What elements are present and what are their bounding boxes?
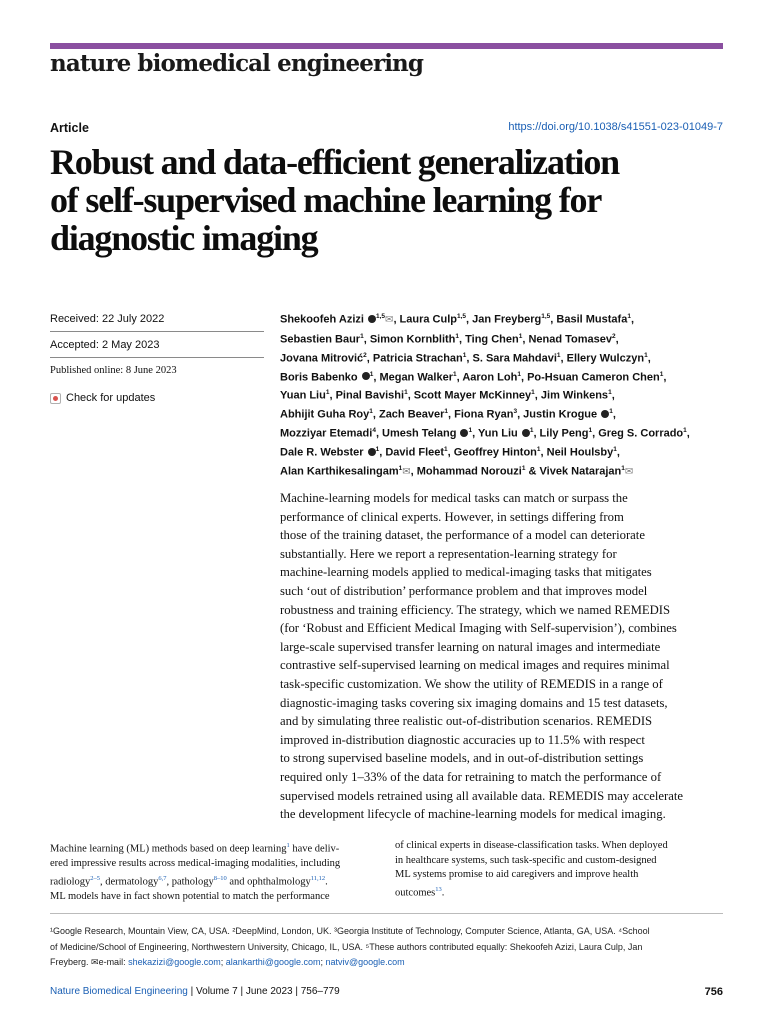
check-updates-icon (50, 393, 61, 404)
citation-link[interactable]: 1 (286, 842, 290, 849)
abstract-line: Machine-learning models for medical tasks can match or surpass the (280, 491, 628, 505)
abstract-line: robustness and training efficiency. The strategy, which we named REMEDIS (280, 602, 671, 617)
author-line: Mozziyar Etemadi$^4$, Umesh Telang $^1$, Yun Liu $^1$, Lily Peng$^1$, Greg S. Corrado$^1$, (280, 427, 690, 440)
body-column-right: of clinical experts in disease-classification tasks. When deployed in healthcare systems, such task-specific and custom-designed ML systems promise to aid caregivers and improve health outcomes$^{13}$. (395, 840, 668, 899)
email-link[interactable]: natviv@google.com (325, 957, 405, 967)
check-for-updates-button[interactable] (50, 384, 264, 410)
abstract-line: substantially. Here we report a representation-learning strategy for (280, 546, 617, 561)
published-date: Published online: 8 June 2023 (50, 365, 177, 376)
abstract (280, 489, 730, 824)
abstract-line: and by simulating three realistic out-of-distribution scenarios. REMEDIS (280, 714, 653, 729)
author-list (280, 309, 725, 481)
author-line: Dale R. Webster $^1$, David Fleet$^1$, Geoffrey Hinton$^1$, Neil Houlsby$^1$, (280, 446, 620, 459)
affiliations-footnote: ¹Google Research, Mountain View, CA, USA. ²DeepMind, London, UK. ³Georgia Institute of Technology, Computer Science, Atlanta, GA, USA. ⁴School of Medicine/School of Engineering, Northwestern University, Chicago, IL, USA. ⁵These authors contributed equally: Shekoofeh Azizi, Laura Culp, Jan Freyberg. ✉e-mail: shekazizi@google.com; alankarthi@google.com; natviv@google.com (50, 926, 650, 967)
email-link[interactable]: alankarthi@google.com (225, 957, 321, 967)
title-line: Robust and data-efficient generalization (50, 142, 619, 182)
title-line: of self-supervised machine learning for (50, 180, 602, 220)
doi-link[interactable]: https://doi.org/10.1038/s41551-023-01049-7 (508, 121, 723, 133)
title-line: diagnostic imaging (50, 218, 318, 258)
footnote-divider (50, 913, 723, 914)
page-footer: Nature Biomedical Engineering | Volume 7 | June 2023 | 756–779 (50, 986, 340, 997)
citation-link[interactable]: 11,12 (310, 874, 326, 882)
abstract-line: task-specific customization. We show the utility of REMEDIS in a range of (280, 676, 663, 691)
abstract-line: machine-learning models applied to medical-imaging tasks that mitigates (280, 565, 652, 580)
abstract-line: performance of clinical experts. However, in settings differing from (280, 509, 624, 524)
author-line: Boris Babenko $^1$, Megan Walker$^1$, Aaron Loh$^1$, Po-Hsuan Cameron Chen$^1$, (280, 370, 667, 384)
abstract-line: those of the training dataset, the performance of a model can deteriorate (280, 528, 645, 543)
page-number: 756 (704, 986, 723, 998)
accepted-date: Accepted: 2 May 2023 (50, 332, 264, 358)
author-line: Yuan Liu$^1$, Pinal Bavishi$^1$, Scott Mayer McKinney$^1$, Jim Winkens$^1$, (280, 389, 615, 403)
journal-name: nature biomedical engineering (50, 50, 424, 77)
body-column-left: Machine learning (ML) methods based on deep learning$^1$ have deliv- ered impressive results across medical-imaging modalities, including radiology$^{2-5}$, dermatology$^{6,7}$, pathology$^{8-10}$ and ophthalmology$^{11,12}$. ML models have in fact shown potential to match the performance (50, 842, 341, 903)
abstract-line: supervised models retrained using all available data. REMEDIS may accelerate (280, 788, 684, 803)
author-line: Sebastien Baur$^1$, Simon Kornblith$^1$, Ting Chen$^1$, Nenad Tomasev$^2$, (280, 332, 619, 346)
email-icon: ✉ (91, 957, 99, 967)
author-line: Alan Karthikesalingam$^1$✉, Mohammad Norouzi$^1$ & Vivek Natarajan$^1$✉ (280, 464, 634, 478)
abstract-line: improved in-distribution diagnostic accuracies up to 11.5% with respect (280, 732, 645, 747)
email-link[interactable]: shekazizi@google.com (128, 957, 221, 967)
article-dates (50, 306, 264, 410)
orcid-icon[interactable] (601, 410, 609, 418)
orcid-icon[interactable] (368, 315, 376, 323)
author-line: Shekoofeh Azizi $^{1,5}$✉, Laura Culp$^{1,5}$, Jan Freyberg$^{1,5}$, Basil Mustafa$^1$, (280, 313, 635, 326)
citation-link[interactable]: 2–5 (90, 874, 100, 882)
article-type-label: Article (50, 121, 89, 135)
author-line: Abhijit Guha Roy$^1$, Zach Beaver$^1$, Fiona Ryan$^3$, Justin Krogue $^1$, (280, 408, 616, 421)
check-updates-label: Check for updates (66, 392, 156, 404)
header-accent-bar (50, 43, 723, 49)
email-icon[interactable]: ✉ (402, 466, 411, 478)
abstract-line: diagnostic-imaging tasks covering six imaging domains and 15 test datasets, (280, 695, 668, 710)
citation-link[interactable]: 8–10 (213, 874, 227, 882)
abstract-line: large-scale supervised transfer learning on natural images and intermediate (280, 639, 661, 654)
footer-journal-link[interactable]: Nature Biomedical Engineering (50, 986, 188, 997)
author-line: Jovana Mitrović$^2$, Patricia Strachan$^1$, S. Sara Mahdavi$^1$, Ellery Wulczyn$^1$, (280, 351, 651, 365)
email-icon[interactable]: ✉ (624, 466, 634, 478)
abstract-line: required only 1–33% of the data for retraining to match the performance of (280, 769, 662, 784)
orcid-icon[interactable] (368, 448, 376, 456)
orcid-icon[interactable] (522, 429, 530, 437)
article-title (50, 143, 730, 257)
citation-link[interactable]: 13 (435, 886, 442, 894)
abstract-line: the development lifecycle of machine-learning models for medical imaging. (280, 807, 666, 822)
abstract-line: such ‘out of distribution’ performance problem and that improves model (280, 583, 648, 598)
abstract-line: contrastive self-supervised learning on medical images and requires minimal (280, 658, 670, 673)
orcid-icon[interactable] (362, 372, 370, 380)
email-icon[interactable]: ✉ (385, 314, 394, 326)
citation-link[interactable]: 6,7 (158, 874, 167, 882)
abstract-line: to strong supervised baseline models, and in out-of-distribution settings (280, 751, 644, 766)
abstract-line: (for ‘Robust and Efficient Medical Imaging with Self-supervision’), combines (280, 621, 677, 636)
received-date: Received: 22 July 2022 (50, 306, 264, 332)
